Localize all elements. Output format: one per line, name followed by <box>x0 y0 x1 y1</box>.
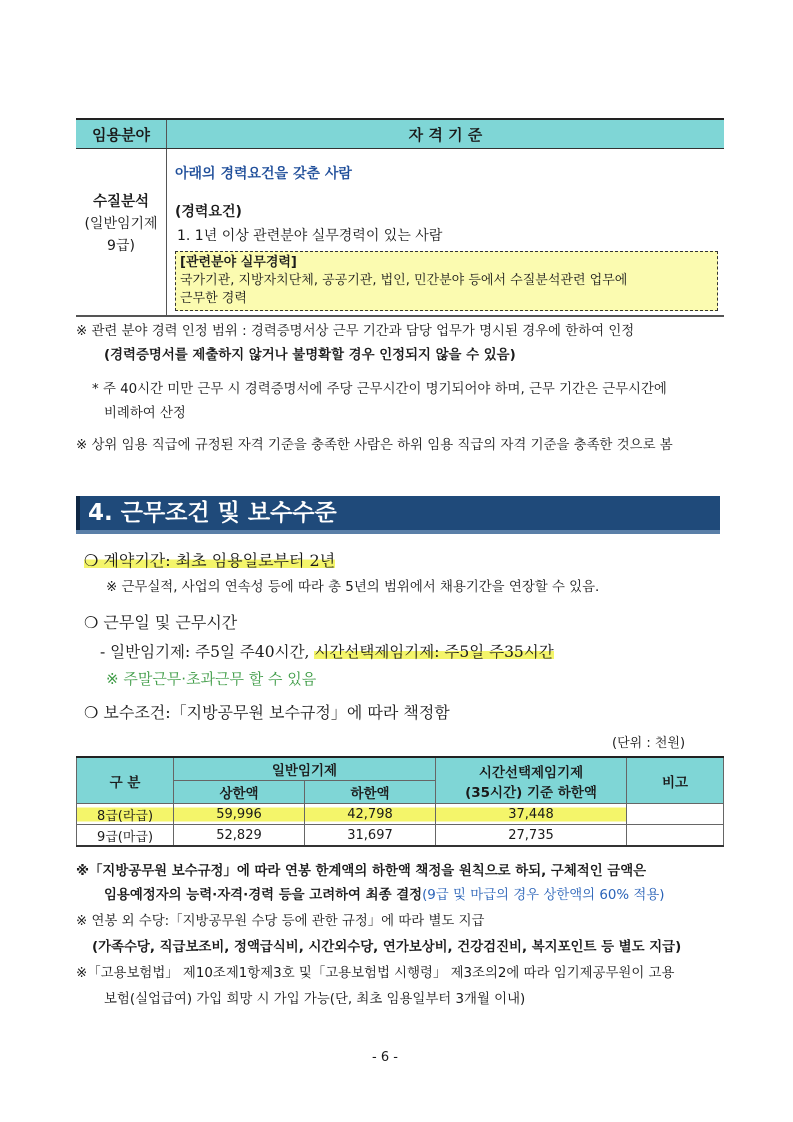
row-parttime: 27,735 <box>436 825 627 847</box>
note-allowance: ※ 연봉 외 수당:「지방공무원 수당 등에 관한 규정」에 따라 별도 지급 <box>76 914 485 929</box>
criteria-intro: 아래의 경력요건을 갖춘 사람 <box>175 166 352 182</box>
related-text-2: 근무한 경력 <box>180 291 247 306</box>
related-experience-box <box>175 251 718 311</box>
row-upper: 59,996 <box>174 804 305 825</box>
row-grade: 8급(라급) <box>77 804 174 825</box>
pay-conditions: ❍ 보수조건:「지방공무원 보수규정」에 따라 책정함 <box>84 703 450 722</box>
unit-label: (단위 : 천원) <box>612 736 686 751</box>
row-note <box>627 804 724 825</box>
work-days-heading: ❍ 근무일 및 근무시간 <box>84 613 238 632</box>
pay-table <box>76 756 724 847</box>
row-lower: 31,697 <box>305 825 436 847</box>
pay-header-upper: 상한액 <box>174 781 305 804</box>
note-experience-bold: (경력증명서를 제출하지 않거나 불명확할 경우 인정되지 않을 수 있음) <box>104 348 516 363</box>
pay-header-category: 구 분 <box>77 757 174 804</box>
pay-header-parttime: 시간선택제임기제 (35시간) 기준 하한액 <box>436 757 627 804</box>
pay-header-general: 일반임기제 <box>174 757 436 781</box>
related-title: [관련분야 실무경력] <box>180 255 297 270</box>
page-number: - 6 - <box>372 1050 398 1065</box>
section-underline <box>76 530 720 534</box>
criteria-cell <box>167 149 725 317</box>
note-experience-scope: ※ 관련 분야 경력 인정 범위 : 경력증명서상 근무 기간과 담당 업무가 명시된 경우에 한하여 인정 <box>76 324 635 339</box>
row-parttime: 37,448 <box>436 804 627 825</box>
contract-note: ※ 근무실적, 사업의 연속성 등에 따라 총 5년의 범위에서 채용기간을 연장할 수 있음. <box>106 580 600 595</box>
note-hours-b: 비례하여 산정 <box>104 406 186 421</box>
header-criteria: 자 격 기 준 <box>167 119 725 149</box>
field-name: 수질분석 <box>92 194 150 210</box>
related-text-1: 국가기관, 지방자치단체, 공공기관, 법인, 민간분야 등에서 수질분석관련 업무에 <box>180 273 628 288</box>
note-allowance-list: (가족수당, 직급보조비, 정액급식비, 시간외수당, 연가보상비, 건강검진비, 복지포인트 등 별도 지급) <box>92 940 682 955</box>
table-row <box>77 804 724 825</box>
field-cell <box>76 149 167 317</box>
contract-period: ❍ 계약기간: 최초 임용일로부터 2년 <box>84 551 336 570</box>
note-higher-grade: ※ 상위 임용 직급에 규정된 자격 기준을 충족한 사람은 하위 임용 직급의 자격 기준을 충족한 것으로 봄 <box>76 438 673 453</box>
row-grade: 9급(마급) <box>77 825 174 847</box>
row-upper: 52,829 <box>174 825 305 847</box>
note-salary-rule: ※「지방공무원 보수규정」에 따라 연봉 한계액의 하한액 책정을 원칙으로 하되, 구체적인 금액은 <box>76 864 647 879</box>
pay-header-note: 비고 <box>627 757 724 804</box>
section-title: 4. 근무조건 및 보수수준 <box>76 496 720 530</box>
note-insurance-b: 보험(실업급여) 가입 희망 시 가입 가능(단, 최초 임용일부터 3개월 이내) <box>104 992 526 1007</box>
weekend-note: ※ 주말근무·초과근무 할 수 있음 <box>106 670 317 688</box>
note-salary-decision: 임용예정자의 능력·자격·경력 등을 고려하여 최종 결정(9급 및 마급의 경우 상한액의 60% 적용) <box>104 888 665 903</box>
header-field: 임용분야 <box>76 119 167 149</box>
requirement-item: 1. 1년 이상 관련분야 실무경력이 있는 사람 <box>177 228 443 244</box>
qualification-table <box>76 118 724 317</box>
field-type-2: 9급) <box>107 238 135 254</box>
pay-header-lower: 하한액 <box>305 781 436 804</box>
work-hours: - 일반임기제: 주5일 주40시간, 시간선택제임기제: 주5일 주35시간 <box>100 643 554 661</box>
note-hours-a: * 주 40시간 미만 근무 시 경력증명서에 주당 근무시간이 명기되어야 하며, 근무 기간은 근무시간에 <box>92 382 667 397</box>
requirement-title: (경력요건) <box>175 204 242 220</box>
field-type-1: (일반임기제 <box>84 216 158 232</box>
table-row <box>77 825 724 847</box>
row-lower: 42,798 <box>305 804 436 825</box>
row-note <box>627 825 724 847</box>
note-insurance-a: ※「고용보험법」 제10조제1항제3호 및「고용보험법 시행령」 제3조의2에 따라 임기제공무원이 고용 <box>76 966 675 981</box>
